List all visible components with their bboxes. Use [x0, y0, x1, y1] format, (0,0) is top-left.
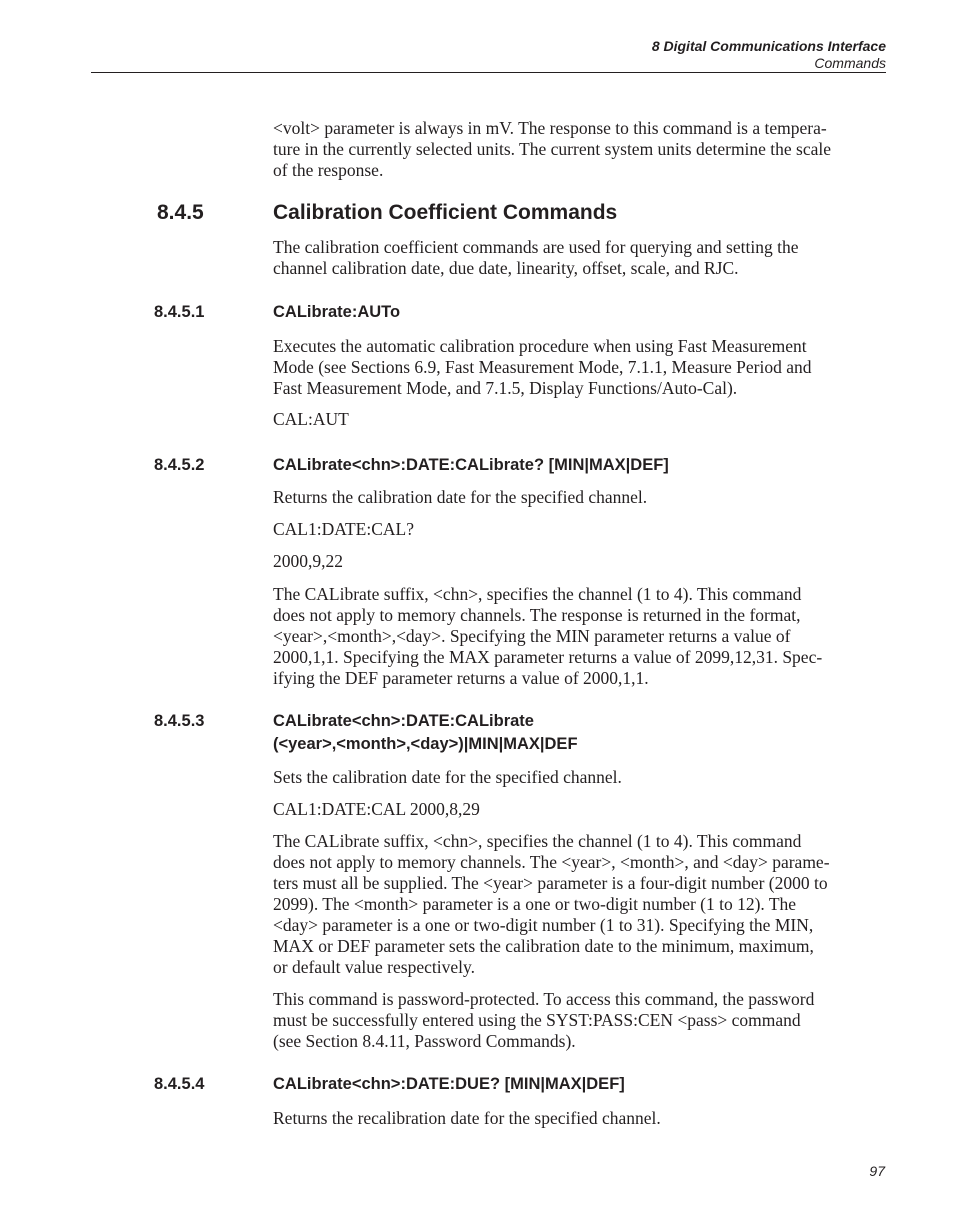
section-title: Calibration Coefficient Commands	[273, 201, 618, 224]
text-line: Mode (see Sections 6.9, Fast Measurement Mode, 7.1.1, Measure Period and	[273, 357, 812, 377]
text-line: ters must all be supplied. The <year> parameter is a four-digit number (2000 to	[273, 873, 828, 893]
header-rule	[91, 72, 886, 73]
subsection-title-line2: (<year>,<month>,<day>)|MIN|MAX|DEF	[273, 735, 578, 753]
command-example: CAL:AUT	[273, 409, 349, 429]
text-line: Fast Measurement Mode, and 7.1.5, Display Functions/Auto-Cal).	[273, 378, 738, 398]
text-line: <year>,<month>,<day>. Specifying the MIN parameter returns a value of	[273, 626, 791, 646]
subsection-paragraph	[273, 336, 888, 399]
section-number: 8.4.5	[157, 201, 204, 224]
text-line: This command is password-protected. To access this command, the password	[273, 989, 815, 1009]
text-line: The CALibrate suffix, <chn>, specifies the channel (1 to 4). This command	[273, 831, 802, 851]
command-response: 2000,9,22	[273, 551, 343, 571]
text-line: channel calibration date, due date, linearity, offset, scale, and RJC.	[273, 258, 739, 278]
text-line: 2000,1,1. Specifying the MAX parameter returns a value of 2099,12,31. Spec-	[273, 647, 823, 667]
subsection-paragraph	[273, 831, 888, 978]
subsection-number: 8.4.5.4	[154, 1075, 205, 1093]
subsection-title: CALibrate<chn>:DATE:DUE? [MIN|MAX|DEF]	[273, 1075, 625, 1093]
page-number: 97	[869, 1163, 885, 1179]
subsection-number: 8.4.5.2	[154, 456, 205, 474]
subsection-title: CALibrate<chn>:DATE:CALibrate? [MIN|MAX|DEF]	[273, 456, 669, 474]
section-paragraph	[273, 237, 888, 279]
subsection-description: Returns the calibration date for the specified channel.	[273, 487, 648, 507]
password-note-paragraph	[273, 989, 888, 1052]
text-line: ture in the currently selected units. The current system units determine the scale	[273, 139, 832, 159]
subsection-number: 8.4.5.1	[154, 303, 205, 321]
text-line: ifying the DEF parameter returns a value of 2000,1,1.	[273, 668, 649, 688]
text-line: of the response.	[273, 160, 384, 180]
text-line: The CALibrate suffix, <chn>, specifies the channel (1 to 4). This command	[273, 584, 802, 604]
text-line: 2099). The <month> parameter is a one or two-digit number (1 to 12). The	[273, 894, 797, 914]
text-line: does not apply to memory channels. The <year>, <month>, and <day> parame-	[273, 852, 830, 872]
running-header-chapter: 8 Digital Communications Interface	[651, 38, 886, 54]
text-line: The calibration coefficient commands are used for querying and setting the	[273, 237, 799, 257]
text-line: (see Section 8.4.11, Password Commands).	[273, 1031, 576, 1051]
subsection-number: 8.4.5.3	[154, 712, 205, 730]
subsection-description: Sets the calibration date for the specified channel.	[273, 767, 622, 787]
command-example: CAL1:DATE:CAL?	[273, 519, 414, 539]
text-line: does not apply to memory channels. The response is returned in the format,	[273, 605, 801, 625]
command-example: CAL1:DATE:CAL 2000,8,29	[273, 799, 480, 819]
subsection-title: CALibrate:AUTo	[273, 303, 401, 321]
text-line: must be successfully entered using the SYST:PASS:CEN <pass> command	[273, 1010, 801, 1030]
text-line: or default value respectively.	[273, 957, 475, 977]
text-line: <volt> parameter is always in mV. The response to this command is a tempera-	[273, 118, 827, 138]
subsection-title-line1: CALibrate<chn>:DATE:CALibrate	[273, 712, 534, 730]
subsection-paragraph	[273, 584, 888, 689]
running-header-section: Commands	[814, 55, 886, 71]
intro-paragraph	[273, 118, 888, 181]
text-line: <day> parameter is a one or two-digit number (1 to 31). Specifying the MIN,	[273, 915, 814, 935]
text-line: MAX or DEF parameter sets the calibration date to the minimum, maximum,	[273, 936, 814, 956]
subsection-description: Returns the recalibration date for the specified channel.	[273, 1108, 661, 1128]
text-line: Executes the automatic calibration procedure when using Fast Measurement	[273, 336, 807, 356]
